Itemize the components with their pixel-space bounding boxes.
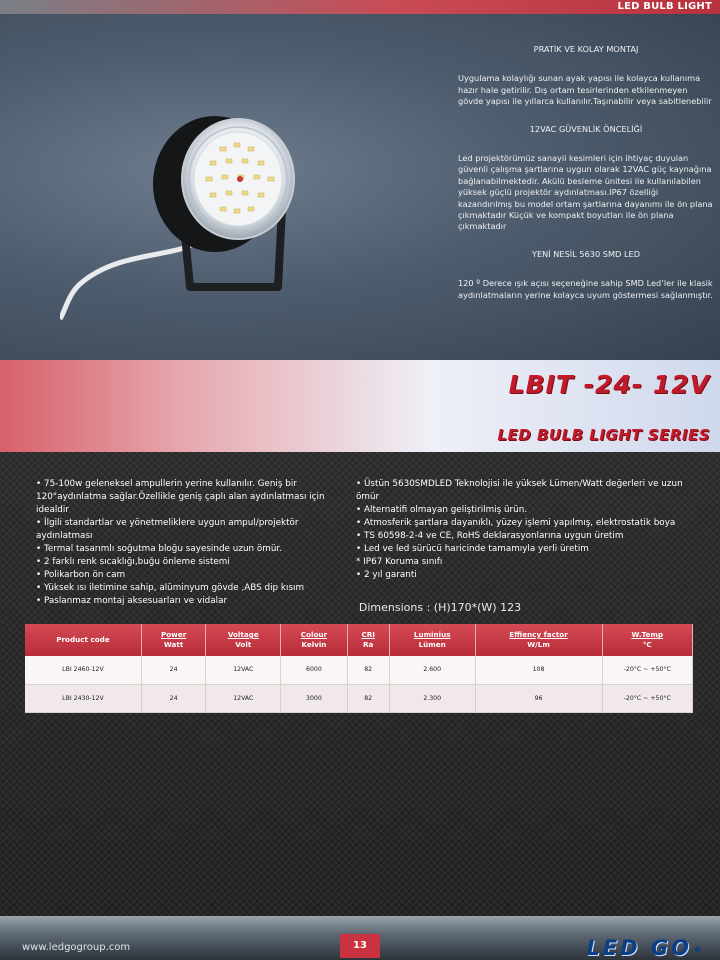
column-header: Colour Kelvin xyxy=(281,624,347,656)
features-right-list xyxy=(356,478,696,582)
table-cell: 2.600 xyxy=(389,656,475,684)
column-header: Effiency factor W/Lm xyxy=(475,624,602,656)
table-header-row xyxy=(25,624,693,656)
product-title-band xyxy=(0,360,720,452)
spec-table xyxy=(25,624,693,713)
table-cell: LBI 2430-12V xyxy=(25,684,141,712)
column-header: Luminius Lümen xyxy=(389,624,475,656)
table-cell: -20°C ~ +50°C xyxy=(602,656,693,684)
feature-item: • Termal tasarımlı soğutma bloğu sayesinde uzun ömür. xyxy=(36,544,283,554)
feature-item: • 2 yıl garanti xyxy=(356,570,417,580)
feature-item: • 75-100w geleneksel ampullerin yerine kullanılır. Geniş bir 120°aydınlatma sağlar.Özellikle geniş çaplı alan aydınlatması için idealdir xyxy=(36,479,325,515)
feature-item: • Yüksek ısı iletimine sahip, alüminyum gövde ,ABS dip kısım xyxy=(36,583,305,593)
top-category-strip xyxy=(0,0,720,14)
table-cell: -20°C ~ +50°C xyxy=(602,684,693,712)
column-header: Voltage Volt xyxy=(206,624,281,656)
category-label: LED BULB LIGHT xyxy=(617,1,712,12)
feature-item: * IP67 Koruma sınıfı xyxy=(356,557,443,567)
hero-heading-1: PRATİK VE KOLAY MONTAJ xyxy=(533,44,639,54)
column-header: Power Watt xyxy=(141,624,205,656)
table-cell: 12VAC xyxy=(206,684,281,712)
feature-item: • Led ve led sürücü haricinde tamamıyla yerli üretim xyxy=(356,544,589,554)
column-header: CRI Ra xyxy=(347,624,389,656)
table-row xyxy=(25,656,693,684)
table-cell: 6000 xyxy=(281,656,347,684)
table-cell: 24 xyxy=(141,656,205,684)
feature-item: • Paslanmaz montaj aksesuarları ve vidalar xyxy=(36,596,228,606)
feature-item: • TS 60598-2-4 ve CE, RoHS deklarasyonlarına uygun üretim xyxy=(356,531,624,541)
hero-description xyxy=(458,44,714,317)
website-link[interactable]: www.ledgogroup.com xyxy=(22,942,131,953)
feature-item: • İlgili standartlar ve yönetmeliklere uygun ampul/projektör aydınlatması xyxy=(36,518,299,541)
table-cell: 2.300 xyxy=(389,684,475,712)
hero-text-3: 120 º Derece ışık açısı seçeneğine sahip SMD Led’ler ile klasik aydınlatmaların yerine kolayca uyum göstermesi sağlanmıştır. xyxy=(458,278,713,300)
product-series: LED BULB LIGHT SERIES xyxy=(497,426,710,444)
column-header: W.Temp °C xyxy=(602,624,693,656)
table-cell: 108 xyxy=(475,656,602,684)
table-cell: 24 xyxy=(141,684,205,712)
table-cell: 3000 xyxy=(281,684,347,712)
led-bulb-light-product-image xyxy=(60,109,320,339)
hero-section xyxy=(0,14,720,360)
hero-text-1: Uygulama kolaylığı sunan ayak yapısı ile kolayca kullanıma hazır hale getirilir. Dış ortam tesirlerinden etkilenmeyen gövde yapısı ile yıllarca kullanılır.Taşınabilir veya sabitlenebilir xyxy=(458,73,712,107)
features-left-list xyxy=(36,478,354,608)
feature-item: • Atmosferik şartlara dayanıklı, yüzey işlemi yapılmış, elektrostatik boya xyxy=(356,518,676,528)
brand-logo: LED GO xyxy=(586,936,700,960)
column-header: Product code xyxy=(25,624,141,656)
table-cell: 82 xyxy=(347,684,389,712)
hero-heading-3: YENİ NESİL 5630 SMD LED xyxy=(531,248,641,259)
page-number: 13 xyxy=(340,934,380,958)
table-row xyxy=(25,684,693,712)
hero-text-2: Led projektörümüz sanayii kesimleri için ihtiyaç duyulan güvenli çalışma şartlarına uygun olarak 12VAC güç kaynağına bağlanabilmektedir. Akülü besleme ünitesi ile kullanılabilen yüksek güçlü projektör aydınlatması.IP67 özelliği kazandırılmış bu model ortam şartlarına dayanımı ile ön plana çıkmaktadır Küçük ve kompakt boyutları ile ön plana çıkmaktadır xyxy=(458,153,713,232)
table-cell: 82 xyxy=(347,656,389,684)
product-model: LBIT -24- 12V xyxy=(508,370,710,399)
footer-bar xyxy=(0,916,720,960)
table-cell: LBI 2460-12V xyxy=(25,656,141,684)
feature-item: • Alternatifi olmayan geliştirilmiş ürün. xyxy=(356,505,528,515)
table-cell: 96 xyxy=(475,684,602,712)
feature-item: • 2 farklı renk sıcaklığı,buğu önleme sistemi xyxy=(36,557,230,567)
table-cell: 12VAC xyxy=(206,656,281,684)
feature-item: • Polikarbon ön cam xyxy=(36,570,126,580)
hero-heading-2: 12VAC GÜVENLİK ÖNCELİĞİ xyxy=(529,123,643,134)
dimensions-label: Dimensions : (H)170*(W) 123 xyxy=(358,601,522,614)
feature-item: • Üstün 5630SMDLED Teknolojisi ile yüksek Lümen/Watt değerleri ve uzun ömür xyxy=(356,479,683,502)
